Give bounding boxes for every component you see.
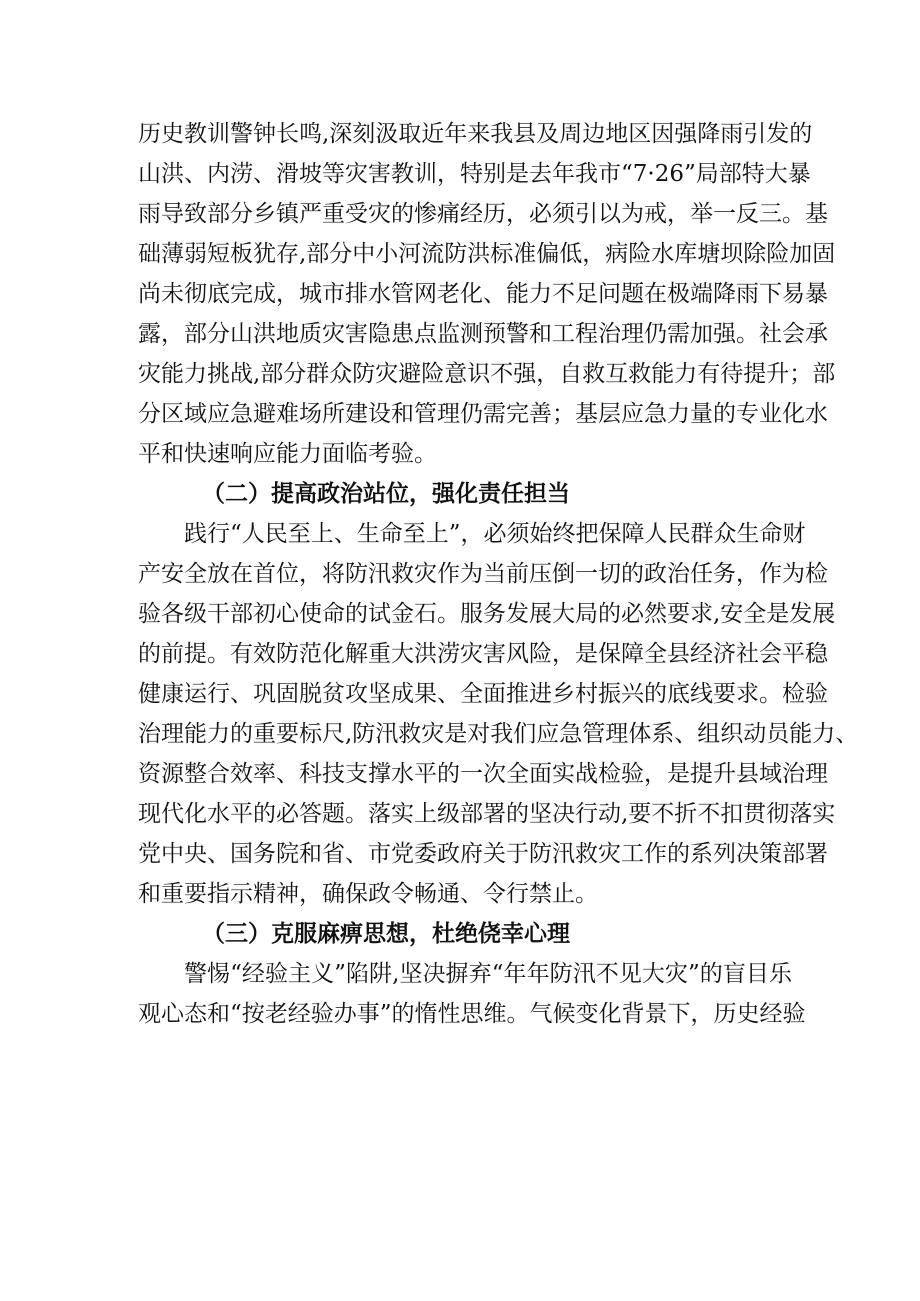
text-line: 和重要指示精神，确保政令畅通、令行禁止。 — [138, 881, 598, 907]
paragraph-lessons — [138, 114, 836, 474]
text-line: 观心态和“按老经验办事”的惰性思维。气候变化背景下，历史经验 — [138, 1001, 806, 1027]
text-line: 础薄弱短板犹存,部分中小河流防洪标准偏低，病险水库塘坝除险加固 — [138, 241, 836, 267]
text-line: 治理能力的重要标尺,防汛救灾是对我们应急管理体系、组织动员能力、 — [138, 721, 859, 747]
text-line: 的前提。有效防范化解重大洪涝灾害风险，是保障全县经济社会平稳 — [138, 641, 828, 667]
document-body — [138, 114, 859, 1034]
text-line: 分区域应急避难场所建设和管理仍需完善；基层应急力量的专业化水 — [138, 401, 828, 427]
text-line: 现代化水平的必答题。落实上级部署的坚决行动,要不折不扣贯彻落实 — [138, 801, 836, 827]
paragraph-political-stance — [138, 514, 859, 914]
text-line: 雨导致部分乡镇严重受灾的惨痛经历，必须引以为戒，举一反三。基 — [138, 201, 828, 227]
text-line: 露，部分山洪地质灾害隐患点监测预警和工程治理仍需加强。社会承 — [138, 321, 828, 347]
paragraph-overcome-complacency — [138, 954, 806, 1034]
text-line: 平和快速响应能力面临考验。 — [138, 441, 437, 467]
text-line: 警惕“经验主义”陷阱,坚决摒弃“年年防汛不见大灾”的盲目乐 — [184, 961, 792, 987]
text-line: 灾能力挑战,部分群众防灾避险意识不强，自救互救能力有待提升；部 — [138, 361, 836, 387]
section-heading-political-stance: （二）提高政治站位，强化责任担当 — [202, 480, 570, 507]
text-line: 尚未彻底完成，城市排水管网老化、能力不足问题在极端降雨下易暴 — [138, 281, 828, 307]
section-heading-overcome-complacency: （三）克服麻痹思想，杜绝侥幸心理 — [202, 920, 570, 947]
text-line: 产安全放在首位，将防汛救灾作为当前压倒一切的政治任务，作为检 — [138, 561, 828, 587]
text-line: 党中央、国务院和省、市党委政府关于防汛救灾工作的系列决策部署 — [138, 841, 828, 867]
text-line: 健康运行、巩固脱贫攻坚成果、全面推进乡村振兴的底线要求。检验 — [138, 681, 828, 707]
text-line: 践行“人民至上、生命至上”，必须始终把保障人民群众生命财 — [184, 521, 806, 547]
text-line: 验各级干部初心使命的试金石。服务发展大局的必然要求,安全是发展 — [138, 601, 836, 627]
text-line: 资源整合效率、科技支撑水平的一次全面实战检验，是提升县域治理 — [138, 761, 828, 787]
text-line: 历史教训警钟长鸣,深刻汲取近年来我县及周边地区因强降雨引发的 — [138, 121, 813, 147]
text-line: 山洪、内涝、滑坡等灾害教训，特别是去年我市“7·26”局部特大暴 — [138, 161, 811, 187]
